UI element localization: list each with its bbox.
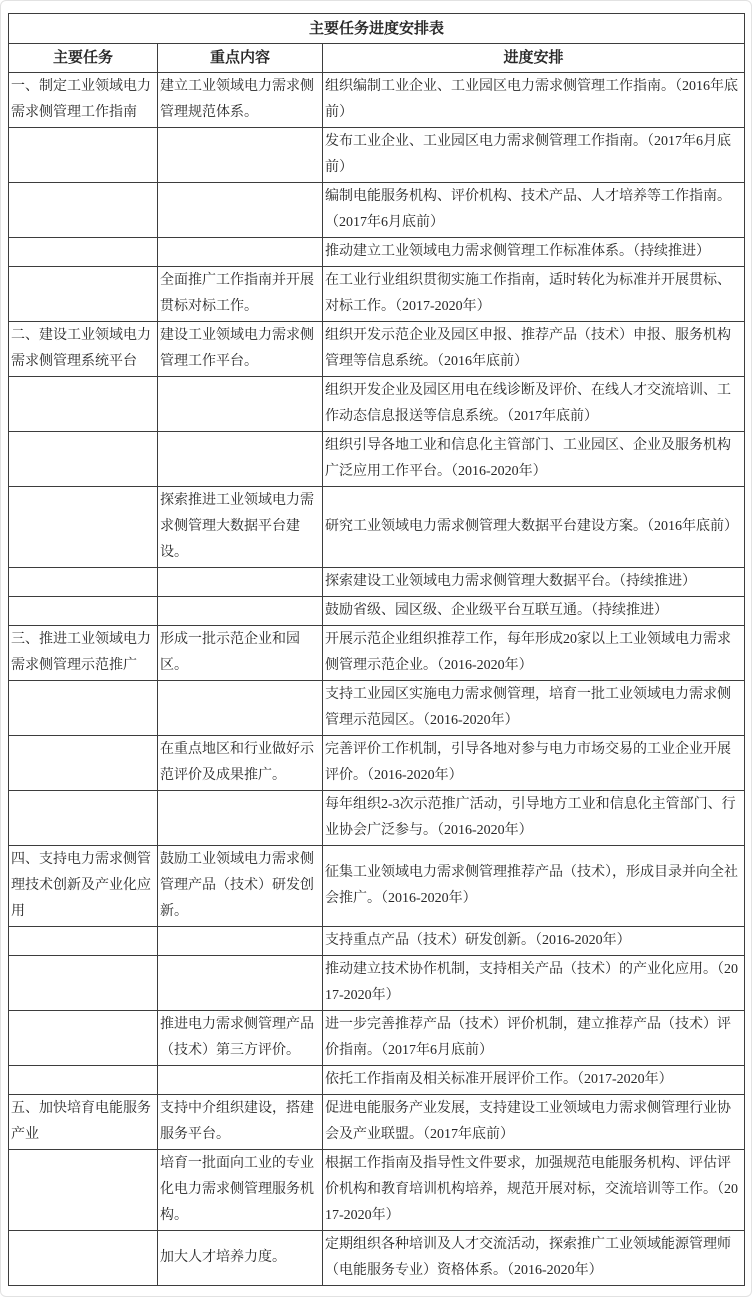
table-row bbox=[9, 791, 745, 846]
content-cell bbox=[158, 377, 323, 432]
content-cell: 培育一批面向工业的专业化电力需求侧管理服务机构。 bbox=[158, 1150, 323, 1231]
content-cell bbox=[158, 927, 323, 956]
task-cell bbox=[9, 568, 158, 597]
content-cell: 加大人才培养力度。 bbox=[158, 1231, 323, 1286]
column-header-task: 主要任务 bbox=[9, 44, 158, 73]
schedule-cell: 发布工业企业、工业园区电力需求侧管理工作指南。（2017年6月底前） bbox=[323, 128, 745, 183]
content-cell: 全面推广工作指南并开展贯标对标工作。 bbox=[158, 267, 323, 322]
task-cell bbox=[9, 267, 158, 322]
schedule-cell: 组织编制工业企业、工业园区电力需求侧管理工作指南。（2016年底前） bbox=[323, 73, 745, 128]
schedule-cell: 组织开发企业及园区用电在线诊断及评价、在线人才交流培训、工作动态信息报送等信息系统。（2017年底前） bbox=[323, 377, 745, 432]
content-cell: 在重点地区和行业做好示范评价及成果推广。 bbox=[158, 736, 323, 791]
table-row bbox=[9, 927, 745, 956]
table-row bbox=[9, 1231, 745, 1286]
table-row bbox=[9, 1095, 745, 1150]
table-row bbox=[9, 956, 745, 1011]
column-header-content: 重点内容 bbox=[158, 44, 323, 73]
table-header-row bbox=[9, 44, 745, 73]
content-cell: 形成一批示范企业和园区。 bbox=[158, 626, 323, 681]
table-row bbox=[9, 183, 745, 238]
table-body bbox=[9, 73, 745, 1286]
task-cell bbox=[9, 487, 158, 568]
task-cell: 一、制定工业领域电力需求侧管理工作指南 bbox=[9, 73, 158, 128]
schedule-cell: 探索建设工业领域电力需求侧管理大数据平台。（持续推进） bbox=[323, 568, 745, 597]
table-row bbox=[9, 597, 745, 626]
content-cell: 建设工业领域电力需求侧管理工作平台。 bbox=[158, 322, 323, 377]
schedule-cell: 进一步完善推荐产品（技术）评价机制，建立推荐产品（技术）评价指南。（2017年6月底前） bbox=[323, 1011, 745, 1066]
content-cell bbox=[158, 238, 323, 267]
task-cell bbox=[9, 238, 158, 267]
content-cell bbox=[158, 597, 323, 626]
schedule-cell: 在工业行业组织贯彻实施工作指南，适时转化为标准并开展贯标、对标工作。（2017-2020年） bbox=[323, 267, 745, 322]
schedule-cell: 组织开发示范企业及园区申报、推荐产品（技术）申报、服务机构管理等信息系统。（2016年底前） bbox=[323, 322, 745, 377]
table-row bbox=[9, 432, 745, 487]
task-cell bbox=[9, 956, 158, 1011]
task-cell bbox=[9, 736, 158, 791]
schedule-cell: 征集工业领域电力需求侧管理推荐产品（技术），形成目录并向全社会推广。（2016-2020年） bbox=[323, 846, 745, 927]
schedule-cell: 根据工作指南及指导性文件要求，加强规范电能服务机构、评估评价机构和教育培训机构培养，规范开展对标，交流培训等工作。（2017-2020年） bbox=[323, 1150, 745, 1231]
schedule-cell: 编制电能服务机构、评价机构、技术产品、人才培养等工作指南。（2017年6月底前） bbox=[323, 183, 745, 238]
task-cell bbox=[9, 1231, 158, 1286]
table-title-row bbox=[9, 14, 745, 44]
content-cell: 支持中介组织建设，搭建服务平台。 bbox=[158, 1095, 323, 1150]
task-cell: 五、加快培育电能服务产业 bbox=[9, 1095, 158, 1150]
content-cell: 探索推进工业领域电力需求侧管理大数据平台建设。 bbox=[158, 487, 323, 568]
content-cell bbox=[158, 681, 323, 736]
task-cell bbox=[9, 1011, 158, 1066]
content-cell: 推进电力需求侧管理产品（技术）第三方评价。 bbox=[158, 1011, 323, 1066]
schedule-cell: 鼓励省级、园区级、企业级平台互联互通。（持续推进） bbox=[323, 597, 745, 626]
task-cell bbox=[9, 1066, 158, 1095]
schedule-cell: 依托工作指南及相关标准开展评价工作。（2017-2020年） bbox=[323, 1066, 745, 1095]
schedule-cell: 推动建立技术协作机制，支持相关产品（技术）的产业化应用。（2017-2020年） bbox=[323, 956, 745, 1011]
table-row bbox=[9, 487, 745, 568]
content-cell bbox=[158, 432, 323, 487]
table-row bbox=[9, 73, 745, 128]
task-cell: 四、支持电力需求侧管理技术创新及产业化应用 bbox=[9, 846, 158, 927]
table-row bbox=[9, 736, 745, 791]
content-cell bbox=[158, 128, 323, 183]
schedule-cell: 支持工业园区实施电力需求侧管理，培育一批工业领域电力需求侧管理示范园区。（2016-2020年） bbox=[323, 681, 745, 736]
schedule-cell: 完善评价工作机制，引导各地对参与电力市场交易的工业企业开展评价。（2016-2020年） bbox=[323, 736, 745, 791]
task-cell bbox=[9, 597, 158, 626]
task-cell bbox=[9, 432, 158, 487]
task-cell: 三、推进工业领域电力需求侧管理示范推广 bbox=[9, 626, 158, 681]
schedule-cell: 支持重点产品（技术）研发创新。（2016-2020年） bbox=[323, 927, 745, 956]
schedule-table bbox=[8, 13, 745, 1286]
table-row bbox=[9, 846, 745, 927]
table-row bbox=[9, 1011, 745, 1066]
schedule-cell: 开展示范企业组织推荐工作，每年形成20家以上工业领域电力需求侧管理示范企业。（2016-2020年） bbox=[323, 626, 745, 681]
table-title: 主要任务进度安排表 bbox=[9, 14, 745, 44]
table-row bbox=[9, 377, 745, 432]
task-cell bbox=[9, 681, 158, 736]
task-cell bbox=[9, 791, 158, 846]
table-row bbox=[9, 128, 745, 183]
table-row bbox=[9, 626, 745, 681]
task-cell bbox=[9, 128, 158, 183]
content-cell bbox=[158, 183, 323, 238]
schedule-cell: 推动建立工业领域电力需求侧管理工作标准体系。（持续推进） bbox=[323, 238, 745, 267]
table-row bbox=[9, 267, 745, 322]
table-row bbox=[9, 1066, 745, 1095]
content-cell bbox=[158, 956, 323, 1011]
table-row bbox=[9, 568, 745, 597]
table-row bbox=[9, 1150, 745, 1231]
schedule-cell: 研究工业领域电力需求侧管理大数据平台建设方案。（2016年底前） bbox=[323, 487, 745, 568]
schedule-cell: 促进电能服务产业发展，支持建设工业领域电力需求侧管理行业协会及产业联盟。（2017年底前） bbox=[323, 1095, 745, 1150]
task-cell: 二、建设工业领域电力需求侧管理系统平台 bbox=[9, 322, 158, 377]
table-row bbox=[9, 238, 745, 267]
schedule-cell: 组织引导各地工业和信息化主管部门、工业园区、企业及服务机构广泛应用工作平台。（2016-2020年） bbox=[323, 432, 745, 487]
schedule-cell: 定期组织各种培训及人才交流活动，探索推广工业领域能源管理师（电能服务专业）资格体系。（2016-2020年） bbox=[323, 1231, 745, 1286]
table-row bbox=[9, 322, 745, 377]
task-cell bbox=[9, 377, 158, 432]
table-row bbox=[9, 681, 745, 736]
task-cell bbox=[9, 183, 158, 238]
column-header-schedule: 进度安排 bbox=[323, 44, 745, 73]
task-cell bbox=[9, 927, 158, 956]
content-cell bbox=[158, 568, 323, 597]
content-cell: 鼓励工业领域电力需求侧管理产品（技术）研发创新。 bbox=[158, 846, 323, 927]
content-cell: 建立工业领域电力需求侧管理规范体系。 bbox=[158, 73, 323, 128]
task-cell bbox=[9, 1150, 158, 1231]
schedule-cell: 每年组织2-3次示范推广活动，引导地方工业和信息化主管部门、行业协会广泛参与。（2016-2020年） bbox=[323, 791, 745, 846]
content-cell bbox=[158, 1066, 323, 1095]
content-cell bbox=[158, 791, 323, 846]
